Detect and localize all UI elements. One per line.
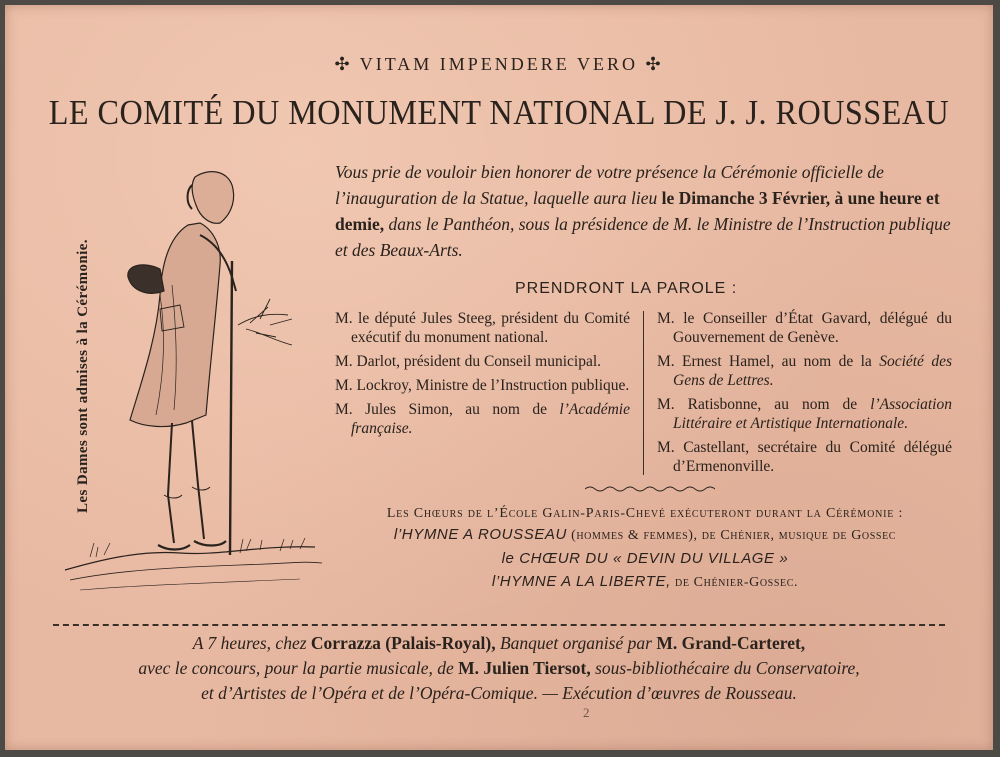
banquet-text: [5, 631, 993, 706]
speaker-item: M. Ernest Hamel, au nom de la Société des Gens de Lettres.: [657, 353, 952, 389]
speaker-item: M. Castellant, secrétaire du Comité délégué d’Ermenonville.: [657, 439, 952, 475]
horizontal-rule: [53, 624, 945, 628]
speakers-left-column: [335, 309, 630, 443]
motto: ✣ VITAM IMPENDERE VERO ✣: [334, 54, 664, 74]
invitation-part-1: Vous prie de vouloir bien honorer de votre présence la Cérémonie officielle de l’inauguration de la Statue, laquelle aura lieu: [335, 162, 884, 208]
choirs-intro: Les Chœurs de l’École Galin-Paris-Chevé exécuteront durant la Cérémonie :: [386, 506, 904, 521]
page-number: 2: [583, 705, 590, 720]
banquet-line-3: et d’Artistes de l’Opéra et de l’Opéra-Comique. — Exécution d’œuvres de Rousseau.: [201, 683, 797, 703]
rousseau-engraving: [60, 165, 330, 610]
speakers-right-column: [657, 309, 952, 481]
speaker-item: M. le député Jules Steeg, président du Comité exécutif du monument national.: [335, 310, 630, 346]
invitation-part-2: dans le Panthéon, sous la présidence de M. le Ministre de l’Instruction publique et des Beaux-Arts.: [335, 214, 951, 260]
choirs-section: [335, 505, 955, 594]
choir-line-1: l’HYMNE A ROUSSEAU (hommes & femmes), de Chénier, musique de Gossec: [393, 526, 897, 543]
choir-line-3: l’HYMNE A LA LIBERTE, de Chénier-Gossec.: [491, 573, 799, 590]
speaker-item: M. le Conseiller d’État Gavard, délégué du Gouvernement de Genève.: [657, 310, 952, 346]
speakers-heading: PRENDRONT LA PAROLE :: [515, 280, 738, 297]
banquet-line-1: A 7 heures, chez Corrazza (Palais-Royal), Banquet organisé par M. Grand-Carteret,: [192, 633, 806, 653]
banquet-line-2: avec le concours, pour la partie musicale, de M. Julien Tiersot, sous-bibliothécaire du Conservatoire,: [138, 658, 860, 678]
speaker-item: M. Ratisbonne, au nom de l’Association Littéraire et Artistique Internationale.: [657, 396, 952, 432]
invitation-card: [5, 5, 993, 750]
wavy-divider: [585, 485, 715, 493]
speaker-item: M. Darlot, président du Conseil municipal.: [335, 353, 602, 370]
choir-line-2: le CHŒUR DU « DEVIN DU VILLAGE »: [501, 550, 789, 567]
speaker-item: M. Jules Simon, au nom de l’Académie française.: [335, 401, 630, 437]
invitation-text: [335, 159, 955, 263]
speaker-item: M. Lockroy, Ministre de l’Instruction publique.: [335, 377, 630, 394]
ceremony-date: le Dimanche 3 Février, à une heure et demie,: [335, 188, 940, 234]
page-title: LE COMITÉ DU MONUMENT NATIONAL DE J. J. ROUSSEAU: [48, 93, 950, 132]
side-note-text: Les Dames sont admises à la Cérémonie.: [75, 239, 91, 513]
column-divider: [643, 311, 644, 475]
